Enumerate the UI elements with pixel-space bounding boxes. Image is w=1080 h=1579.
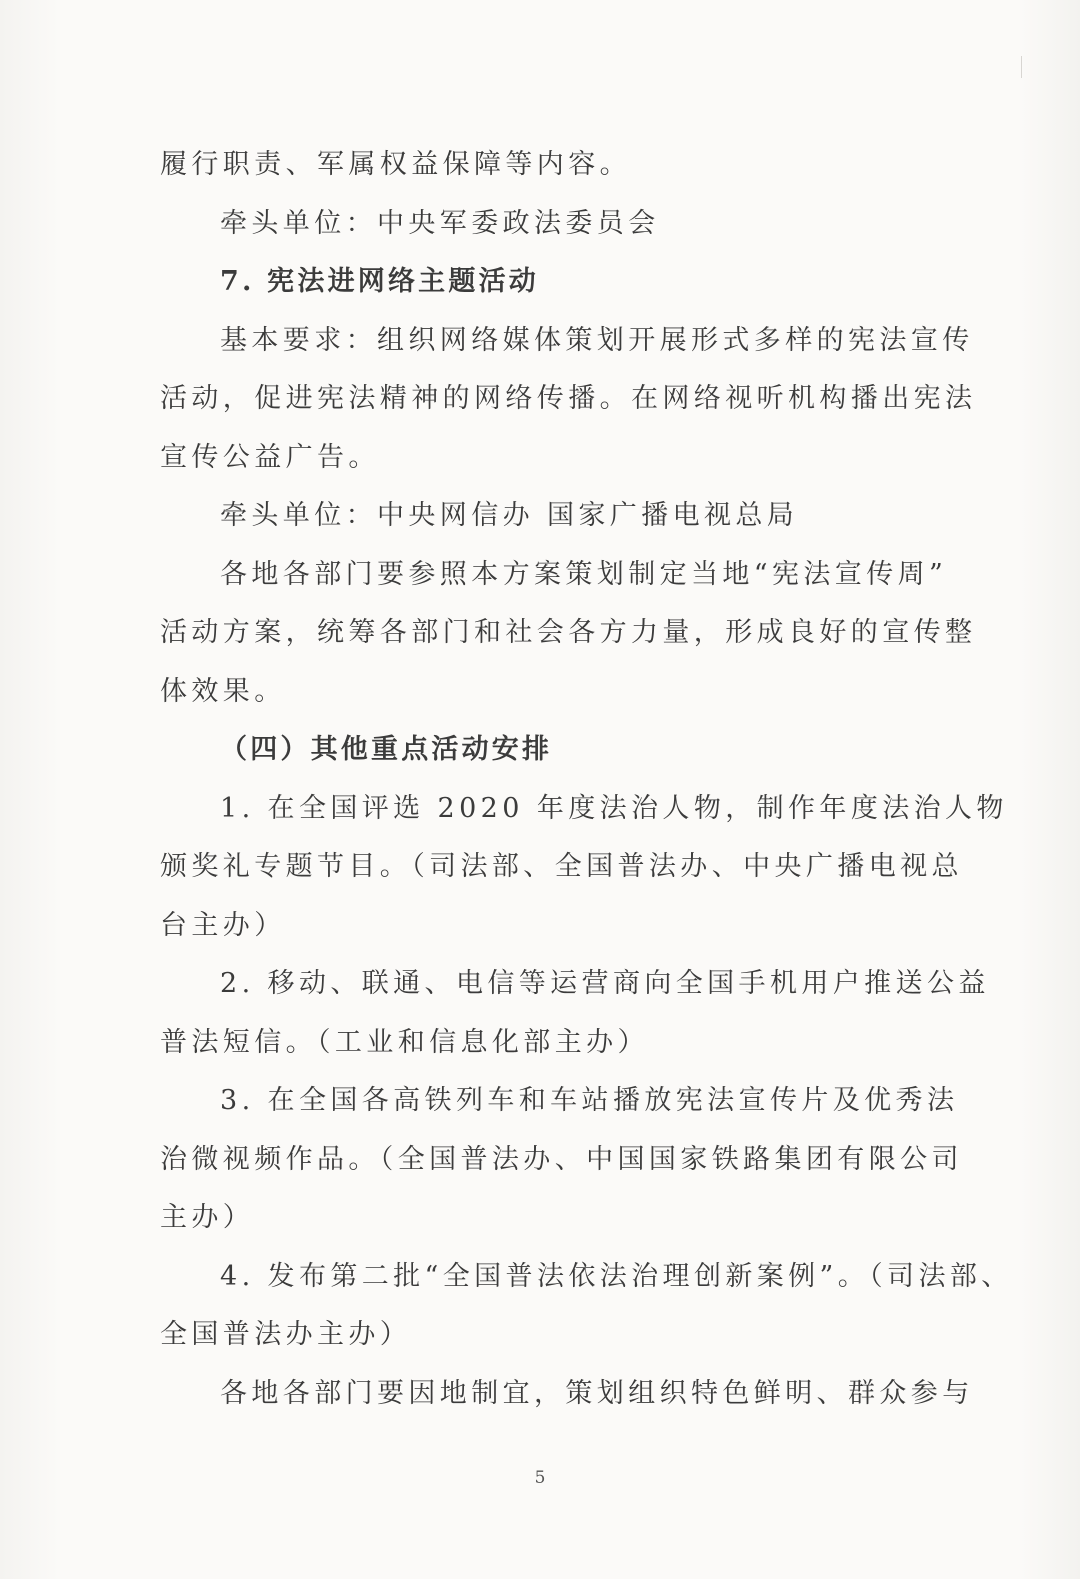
paragraph-line: 活动方案，统筹各部门和社会各方力量，形成良好的宣传整 — [160, 617, 977, 648]
paragraph-line: 全国普法办主办） — [160, 1319, 412, 1350]
paragraph-line: 履行职责、军属权益保障等内容。 — [160, 149, 631, 180]
paragraph-line: 4. 发布第二批“全国普法依法治理创新案例”。（司法部、 — [220, 1260, 1013, 1292]
paragraph-line: 3. 在全国各高铁列车和车站播放宪法宣传片及优秀法 — [220, 1085, 959, 1116]
paragraph-line: 普法短信。（工业和信息化部主办） — [160, 1026, 649, 1058]
paragraph-line: 牵头单位：中央网信办 国家广播电视总局 — [220, 500, 799, 531]
paragraph-line: 台主办） — [160, 909, 286, 941]
scan-edge-mark — [1009, 56, 1022, 78]
paragraph-line: 主办） — [160, 1202, 255, 1233]
paragraph-line: 宣传公益广告。 — [160, 441, 380, 473]
section-heading: （四）其他重点活动安排 — [220, 734, 553, 765]
paragraph-line: 治微视频作品。（全国普法办、中国国家铁路集团有限公司 — [160, 1143, 963, 1175]
paragraph-line: 2. 移动、联通、电信等运营商向全国手机用户推送公益 — [220, 968, 990, 999]
paragraph-line: 颁奖礼专题节目。（司法部、全国普法办、中央广播电视总 — [160, 851, 963, 882]
paragraph-line: 各地各部门要参照本方案策划制定当地“宪法宣传周” — [220, 558, 948, 590]
paragraph-line: 牵头单位：中央军委政法委员会 — [220, 207, 660, 239]
page-number: 5 — [534, 1468, 546, 1488]
paragraph-line: 活动，促进宪法精神的网络传播。在网络视听机构播出宪法 — [160, 383, 977, 414]
paragraph-line: 各地各部门要因地制宜，策划组织特色鲜明、群众参与 — [220, 1377, 974, 1409]
section-heading: 7. 宪法进网络主题活动 — [220, 266, 539, 297]
paragraph-line: 基本要求：组织网络媒体策划开展形式多样的宪法宣传 — [220, 324, 974, 356]
paragraph-line: 1. 在全国评选 2020 年度法治人物，制作年度法治人物 — [220, 792, 1008, 824]
document-body — [160, 136, 1013, 1423]
paragraph-line: 体效果。 — [160, 675, 286, 707]
